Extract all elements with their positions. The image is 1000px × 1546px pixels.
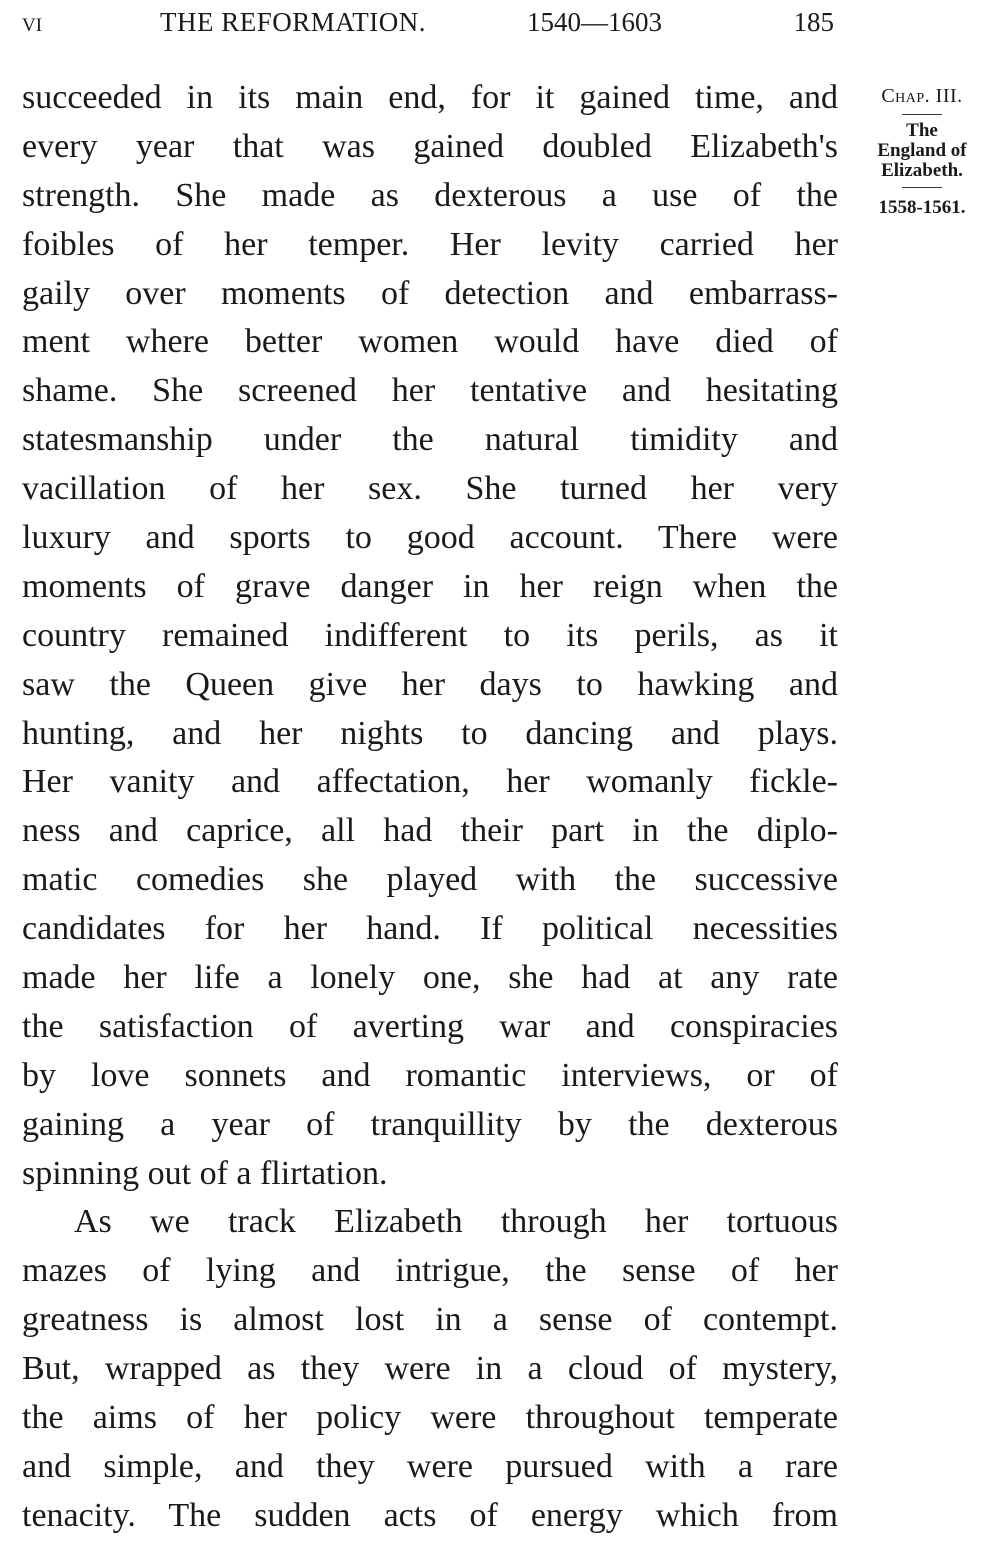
text-line: hunting, and her nights to dancing and plays. <box>22 714 838 752</box>
margin-chapter-label: Chap. III. <box>881 85 963 107</box>
margin-dates: 1558-1561. <box>878 197 966 218</box>
text-line: Her vanity and affectation, her womanly fickle- <box>22 763 838 801</box>
margin-topic-line: The <box>906 120 938 141</box>
page-number: 185 <box>793 7 834 37</box>
text-line: greatness is almost lost in a sense of contempt. <box>22 1301 838 1339</box>
text-line: and simple, and they were pursued with a rare <box>22 1447 838 1485</box>
text-line: ment where better women would have died of <box>22 323 838 361</box>
text-line: luxury and sports to good account. There were <box>22 519 838 557</box>
text-line: matic comedies she played with the successive <box>22 861 838 899</box>
text-line: candidates for her hand. If political necessities <box>22 910 838 948</box>
text-line: gaily over moments of detection and embarrass- <box>22 274 838 312</box>
running-head-section: vi <box>22 7 43 37</box>
text-line: moments of grave danger in her reign when the <box>22 567 838 605</box>
margin-topic-line: England of <box>877 140 967 161</box>
paragraph-first-line: As we track Elizabeth through her tortuous <box>74 1203 838 1241</box>
running-head-title: THE REFORMATION. <box>160 7 427 37</box>
text-line: the satisfaction of averting war and conspiracies <box>22 1007 838 1045</box>
running-head <box>22 2 840 42</box>
text-line: the aims of her policy were throughout temperate <box>22 1399 838 1437</box>
body-text <box>22 74 838 1541</box>
text-line: foibles of her temper. Her levity carried her <box>22 225 838 263</box>
text-line: But, wrapped as they were in a cloud of mystery, <box>22 1350 838 1388</box>
text-line: saw the Queen give her days to hawking and <box>22 665 838 703</box>
text-line: every year that was gained doubled Elizabeth's <box>22 127 838 165</box>
text-line: country remained indifferent to its perils, as it <box>22 616 838 654</box>
text-line: spinning out of a flirtation. <box>22 1154 388 1192</box>
margin-topic-line: Elizabeth. <box>881 160 963 181</box>
text-line: ness and caprice, all had their part in the diplo- <box>22 812 838 850</box>
text-line: by love sonnets and romantic interviews, or of <box>22 1056 838 1094</box>
text-line: shame. She screened her tentative and hesitating <box>22 372 838 410</box>
text-line: succeeded in its main end, for it gained time, and <box>22 79 838 116</box>
text-line: strength. She made as dexterous a use of the <box>22 176 838 214</box>
text-line: vacillation of her sex. She turned her very <box>22 470 838 508</box>
margin-notes <box>852 78 992 228</box>
text-line: gaining a year of tranquillity by the dexterous <box>22 1105 838 1143</box>
text-line: made her life a lonely one, she had at any rate <box>22 959 838 997</box>
text-line: tenacity. The sudden acts of energy which from <box>22 1496 838 1534</box>
running-head-dates: 1540—1603 <box>527 7 662 37</box>
text-line: mazes of lying and intrigue, the sense of her <box>22 1252 838 1290</box>
text-line: statesmanship under the natural timidity and <box>22 421 838 459</box>
margin-topic <box>852 115 992 187</box>
